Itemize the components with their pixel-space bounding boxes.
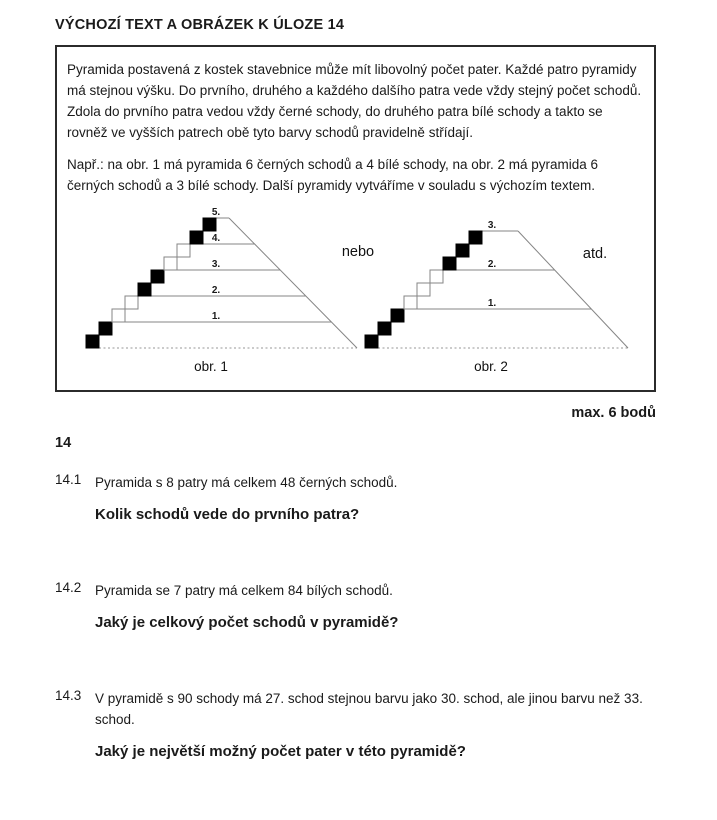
white-step <box>430 270 443 283</box>
white-step <box>177 244 190 257</box>
question-statement: Pyramida s 8 patry má celkem 48 černých schodů. <box>95 475 398 490</box>
white-step <box>125 296 138 309</box>
black-step <box>99 322 112 335</box>
figure-caption: obr. 2 <box>474 359 508 373</box>
question-body <box>95 472 656 523</box>
pyramid-right-edge <box>518 231 628 348</box>
black-step <box>391 309 404 322</box>
black-step <box>151 270 164 283</box>
source-text-box <box>55 45 656 392</box>
task-number: 14 <box>55 435 72 451</box>
floor-label: 4. <box>211 233 221 244</box>
question-statement: Pyramida se 7 patry má celkem 84 bílých schodů. <box>95 583 393 598</box>
question-number: 14.2 <box>55 580 82 595</box>
question-body <box>95 688 656 760</box>
question-14-2 <box>55 580 656 631</box>
black-step <box>190 231 203 244</box>
white-step <box>164 257 177 270</box>
question-prompt: Jaký je celkový počet schodů v pyramidě? <box>95 614 399 631</box>
pyramid-right-edge <box>229 218 357 348</box>
etc-label: atd. <box>582 246 608 262</box>
floor-label: 2. <box>487 259 497 270</box>
question-14-1 <box>55 472 656 523</box>
white-step <box>417 283 430 296</box>
figure-caption: obr. 1 <box>194 359 228 373</box>
black-step <box>469 231 482 244</box>
exam-page <box>55 17 656 760</box>
question-prompt: Jaký je největší možný počet pater v této pyramidě? <box>95 743 466 760</box>
floor-label: 3. <box>211 259 221 270</box>
pyramid-figures-diagram <box>67 198 644 373</box>
pyramid-figure-1 <box>86 207 357 373</box>
black-step <box>138 283 151 296</box>
floor-label: 3. <box>487 220 497 231</box>
page-title: VÝCHOZÍ TEXT A OBRÁZEK K ÚLOZE 14 <box>55 17 345 33</box>
white-step <box>404 296 417 309</box>
question-body <box>95 580 656 631</box>
pyramid-figure-2 <box>365 220 628 373</box>
black-step <box>456 244 469 257</box>
floor-label: 1. <box>487 298 497 309</box>
question-number: 14.3 <box>55 688 82 703</box>
between-label: nebo <box>341 244 375 260</box>
question-14-3 <box>55 688 656 760</box>
white-step <box>112 309 125 322</box>
question-prompt: Kolik schodů vede do prvního patra? <box>95 506 360 523</box>
black-step <box>378 322 391 335</box>
max-points-label: max. 6 bodů <box>571 405 656 421</box>
question-number: 14.1 <box>55 472 82 487</box>
black-step <box>365 335 378 348</box>
floor-label: 5. <box>211 207 221 218</box>
black-step <box>443 257 456 270</box>
black-step <box>86 335 99 348</box>
intro-paragraph: Pyramida postavená z kostek stavebnice může mít libovolný počet pater. Každé patro pyramidy má stejnou výšku. Do prvního, druhého a každého dalšího patra vede vždy stejný počet schodů. Zdola do prvního patra vedou vždy černé schody, do druhého patra bílé schody a takto se rovněž ve vyšších patrech obě tyto barvy schodů pravidelně střídají. <box>67 62 642 140</box>
example-paragraph: Např.: na obr. 1 má pyramida 6 černých schodů a 4 bílé schody, na obr. 2 má pyramida 6 černých schodů a 3 bílé schody. Další pyramidy vytváříme v souladu s výchozím textem. <box>67 157 599 193</box>
question-statement: V pyramidě s 90 schody má 27. schod stejnou barvu jako 30. schod, ale jinou barvu než 33. schod. <box>95 691 643 727</box>
black-step <box>203 218 216 231</box>
floor-label: 1. <box>211 311 221 322</box>
floor-label: 2. <box>211 285 221 296</box>
